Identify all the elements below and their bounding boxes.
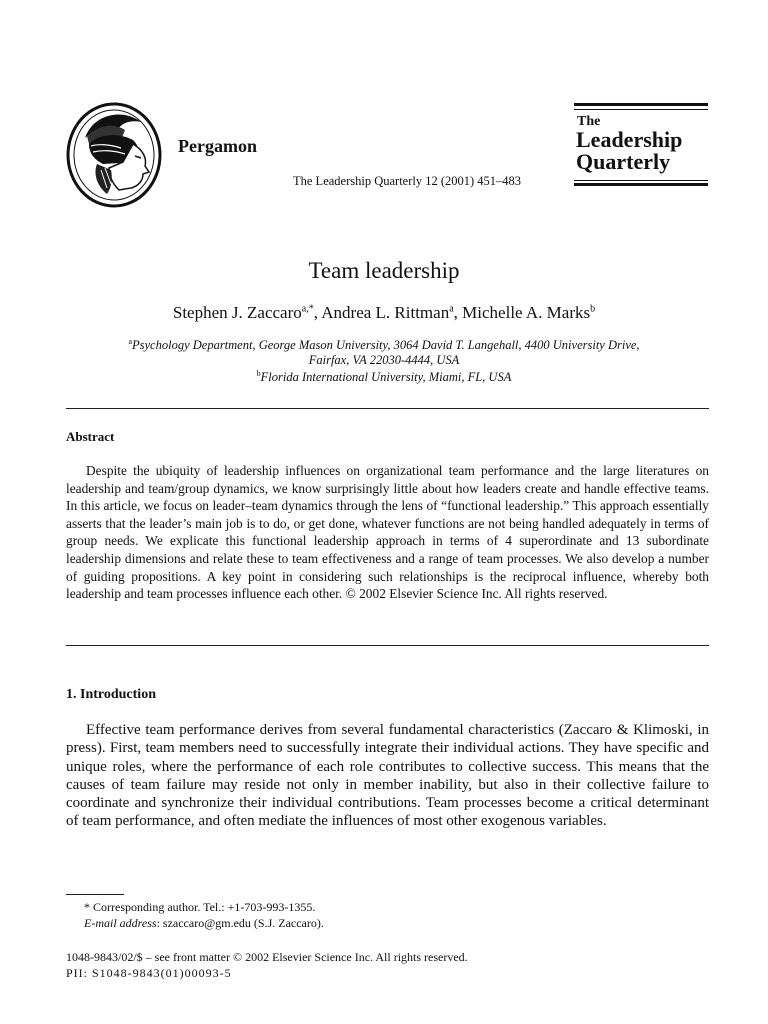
affiliation-text: Psychology Department, George Mason University, 3064 David T. Langehall, 4400 University Drive, (132, 338, 640, 353)
author-name: Stephen J. Zaccaro (172, 303, 302, 322)
introduction-paragraph: Effective team performance derives from several fundamental characteristics (Zaccaro & Klimoski, in press). First, team members need to successfully integrate their individual actions. They have specific and unique roles, where the performance of each role contributes to collective success. This means that the causes of team failure may reside not only in member inability, but also in their collective failure to coordinate and synchronize their individual contributions. Team processes become a critical determinant of team performance, and often mediate the influences of most other exogenous variables. (66, 722, 709, 830)
masthead-quarterly: Quarterly (576, 149, 671, 174)
affiliation-mark: b (256, 369, 261, 378)
abstract-heading: Abstract (66, 429, 115, 444)
masthead-rule (574, 180, 708, 181)
author-separator: , (313, 303, 322, 322)
footnote-rule (66, 894, 124, 895)
author-separator: , (453, 303, 463, 322)
email-value: : szaccaro@gm.edu (S.J. Zaccaro). (156, 916, 324, 930)
publisher-name: Pergamon (178, 136, 257, 156)
corresponding-author-footnote: * Corresponding author. Tel.: +1-703-993-1355. (84, 900, 316, 914)
affiliation-text: Florida International University, Miami, FL, USA (260, 370, 512, 385)
affiliation-mark: a (128, 337, 132, 346)
author-affiliation-mark: a (449, 303, 454, 315)
author-list (0, 303, 768, 323)
journal-reference: The Leadership Quarterly 12 (2001) 451–483 (293, 174, 522, 188)
author-affiliation-mark: a,* (301, 303, 314, 315)
helmeted-head-logo-icon (63, 100, 165, 210)
copyright-line: 1048-9843/02/$ – see front matter © 2002 Elsevier Science Inc. All rights reserved. (66, 950, 468, 964)
affiliation-a-continued: Fairfax, VA 22030-4444, USA (308, 353, 460, 367)
affiliation-a (0, 337, 768, 353)
abstract-top-rule (66, 408, 709, 409)
pii-line: PII: S1048-9843(01)00093-5 (66, 966, 232, 980)
abstract-bottom-rule (66, 645, 709, 646)
email-label: E-mail address (84, 916, 157, 930)
masthead-rule (574, 103, 708, 106)
author-affiliation-mark: b (590, 303, 596, 315)
masthead-rule (574, 183, 708, 186)
masthead-leadership: Leadership (576, 127, 683, 152)
masthead-rule (574, 109, 708, 110)
email-footnote (84, 916, 324, 931)
masthead-the: The (577, 114, 601, 129)
author-name: Michelle A. Marks (462, 303, 591, 322)
abstract-text: Despite the ubiquity of leadership influences on organizational team performance and the large literatures on leadership and team/group dynamics, we know surprisingly little about how leaders create and handle effective teams. In this article, we focus on leader–team dynamics through the lens of “functional leadership.” This approach essentially asserts that the leader’s main job is to do, or get done, whatever functions are not being handled adequately in terms of group needs. We explicate this functional leadership approach in terms of 4 superordinate and 13 subordinate leadership dimensions and relate these to team effectiveness and a range of team processes. We also develop a number of guiding propositions. A key point in considering such relationships is the reciprocal influence, whereby both leadership and team processes influence each other. © 2002 Elsevier Science Inc. All rights reserved. (66, 463, 709, 602)
section-heading: 1. Introduction (66, 687, 156, 702)
article-title: Team leadership (308, 258, 460, 283)
author-name: Andrea L. Rittman (321, 303, 450, 322)
affiliation-b (0, 369, 768, 385)
